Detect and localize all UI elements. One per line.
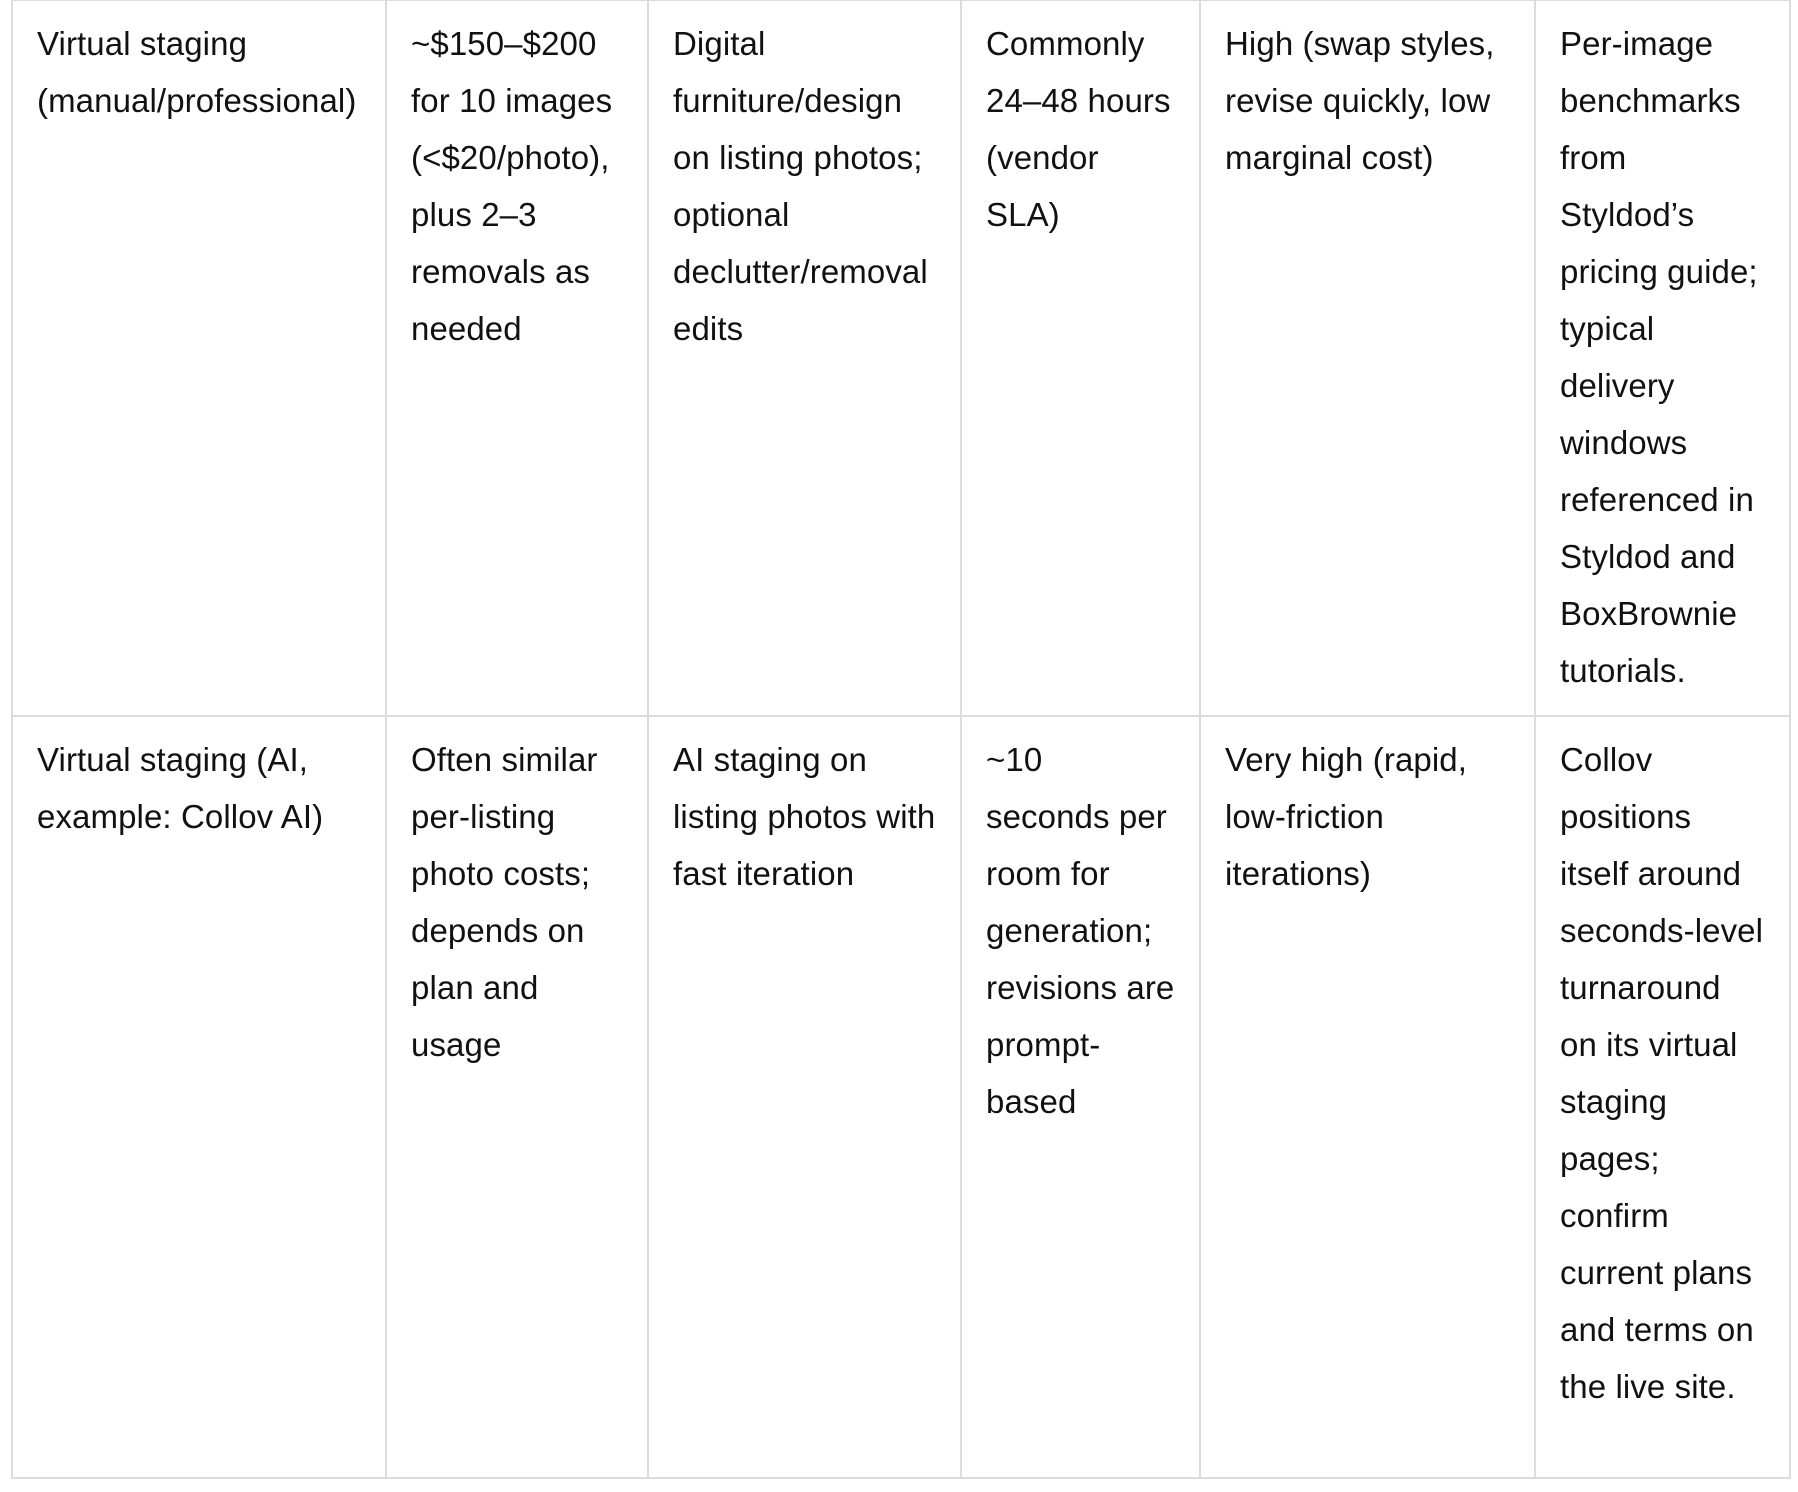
table-cell-turnaround: Commonly 24–48 hours (vendor SLA) bbox=[961, 0, 1200, 716]
table-cell-method: Virtual staging (manual/professional) bbox=[12, 0, 386, 716]
table-cell-scope: Digital furniture/design on listing photos; optional declutter/removal edits bbox=[648, 0, 961, 716]
table-cell-scope: AI staging on listing photos with fast iteration bbox=[648, 716, 961, 1478]
table-cell-flexibility: High (swap styles, revise quickly, low marginal cost) bbox=[1200, 0, 1535, 716]
table-cell-cost: ~$150–$200 for 10 images (<$20/photo), plus 2–3 removals as needed bbox=[386, 0, 648, 716]
table-cell-cost: Often similar per-listing photo costs; depends on plan and usage bbox=[386, 716, 648, 1478]
table-row bbox=[12, 716, 1790, 1478]
table-cell-flexibility: Very high (rapid, low-friction iterations) bbox=[1200, 716, 1535, 1478]
table-cell-notes: Collov positions itself around seconds-level turnaround on its virtual staging pages; confirm current plans and terms on the live site. bbox=[1535, 716, 1790, 1478]
comparison-table bbox=[11, 0, 1791, 1479]
table-cell-notes: Per-image benchmarks from Styldod’s pricing guide; typical delivery windows referenced in Styldod and BoxBrownie tutorials. bbox=[1535, 0, 1790, 716]
comparison-table-container bbox=[11, 0, 1789, 1479]
table-row bbox=[12, 0, 1790, 716]
table-cell-method: Virtual staging (AI, example: Collov AI) bbox=[12, 716, 386, 1478]
table-cell-turnaround: ~10 seconds per room for generation; revisions are prompt-based bbox=[961, 716, 1200, 1478]
